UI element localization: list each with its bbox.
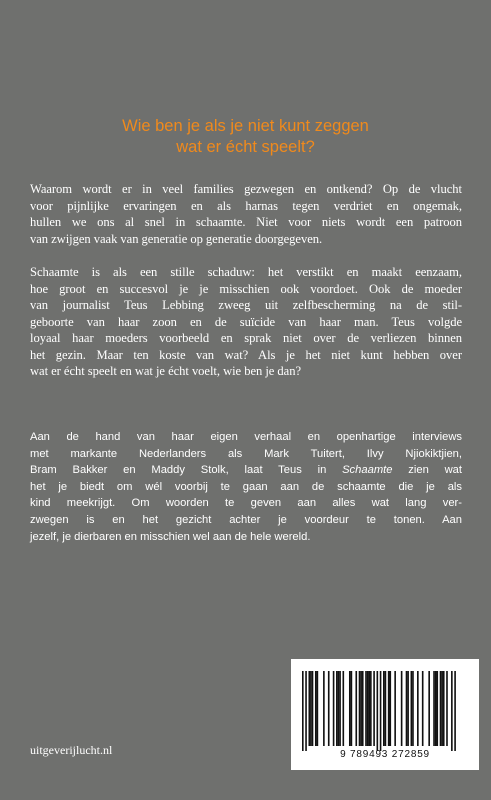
barcode-bar [440,671,442,746]
barcode-bar [428,671,430,746]
paragraph-3-line: kind meekrijgt. Om woorden te geven aan alles wat lang ver- [30,497,462,510]
barcode-bar [407,671,409,746]
tagline-line-1: Wie ben je als je niet kunt zeggen [122,117,369,135]
blurb-paragraph-1 [30,181,462,247]
barcode-bar [435,671,437,746]
isbn-barcode [291,659,479,770]
barcode-bar [355,671,357,746]
barcode-bar [370,671,372,746]
paragraph-2-line: loyaal haar moeders voorbeeld en sprak niet over de verliezen binnen [30,331,462,345]
barcode-bar [312,671,314,746]
barcode-bar [377,671,379,751]
barcode-bar [411,671,413,746]
barcode-bar [310,671,312,746]
paragraph-1-line: Waarom wordt er in veel families gezwegen en ontkend? Op de vlucht [30,182,462,196]
publisher-website: uitgeverijlucht.nl [30,743,113,757]
isbn-number: 9 789493 272859 [340,749,430,760]
blurb-paragraph-2 [30,264,462,380]
barcode-bar [365,671,367,746]
paragraph-2-line: Schaamte is als een stille schaduw: het verstikt en maakt eenzaam, [30,265,462,279]
blurb-paragraph-3 [30,429,462,545]
paragraph-3-line3-end: zien wat [392,464,462,477]
paragraph-2-line: het gezin. Maar ten koste van wat? Als je het niet kunt hebben over [30,347,462,362]
barcode-bar [349,671,351,746]
barcode-bar [388,671,390,746]
barcode-bar [302,671,304,751]
paragraph-2-line: wat er écht speelt en wat je écht voelt, wie ben je dan? [30,364,301,378]
barcode-bar [422,671,424,746]
barcode-bar [323,671,325,746]
barcode-bar [351,671,353,746]
paragraph-3-line: Aan de hand van haar eigen verhaal en openhartige interviews [30,431,462,443]
book-title-italic: Schaamte [342,464,393,477]
barcode-bar [305,671,307,751]
paragraph-3-line3-start: Bram Bakker en Maddy Stolk, laat Teus in [30,464,343,477]
barcode-bar [401,671,403,746]
barcode-bar [389,671,391,746]
barcode-bar [406,671,408,746]
paragraph-3-line: zwegen is en het gezicht achter je voordeur te tonen. Aan [30,513,462,526]
barcode-bar [383,671,385,746]
paragraph-3-line: het je biedt om wél voorbij te gaan aan de schaamte die je als [30,480,462,493]
barcode-bar [343,671,345,746]
barcode-bar [451,671,453,751]
barcode-bar [436,671,438,746]
paragraph-1-line: hullen we ons al snel in schaamte. Niet voor niets wordt een patroon [30,215,462,229]
barcode-bar [446,671,448,746]
tagline-line-2: wat er écht speelt? [176,138,315,156]
barcode-bar [338,671,340,746]
barcode-bar [394,671,396,746]
barcode-bar [441,671,443,746]
barcode-bar [454,671,456,751]
barcode-bar [317,671,319,746]
barcode-bar [443,671,445,746]
barcode-bar [373,671,375,746]
barcode-bar [385,671,387,746]
barcode-bar [328,671,330,746]
barcode-bar [339,671,341,746]
barcode-bar [359,671,361,746]
barcode-bar [360,671,362,746]
barcode-bar [412,671,414,746]
barcode-bar [336,671,338,746]
paragraph-3-line [30,462,462,479]
barcode-bar [417,671,419,746]
paragraph-1-line: voor pijnlijke ervaringen en als harnas tegen verdriet en ongemak, [30,198,462,213]
paragraph-2-line: geboorte van haar zoon en de suïcide van haar man. Teus volgde [30,314,462,329]
barcode-bar [308,671,310,746]
barcode-bar [380,671,382,751]
paragraph-3-line: jezelf, je dierbaren en misschien wel aan de hele wereld. [30,530,311,543]
paragraph-3-line: met markante Nederlanders als Mark Tuitert, Ilvy Njiokiktjien, [30,447,462,460]
barcode-bar [367,671,369,746]
paragraph-2-line: hoe groot en succesvol je je misschien ook voordoet. Ook de moeder [30,281,462,296]
barcode-bar [333,671,335,746]
paragraph-2-line: van journalist Teus Lebbing zweeg uit zelfbescherming na de stil- [30,298,462,312]
barcode-bar [315,671,317,746]
barcode-bar [362,671,364,746]
barcode-bar [368,671,370,746]
barcode-bar [433,671,435,746]
paragraph-1-line: van zwijgen vaak van generatie op generatie doorgegeven. [30,231,323,246]
tagline [0,116,491,158]
